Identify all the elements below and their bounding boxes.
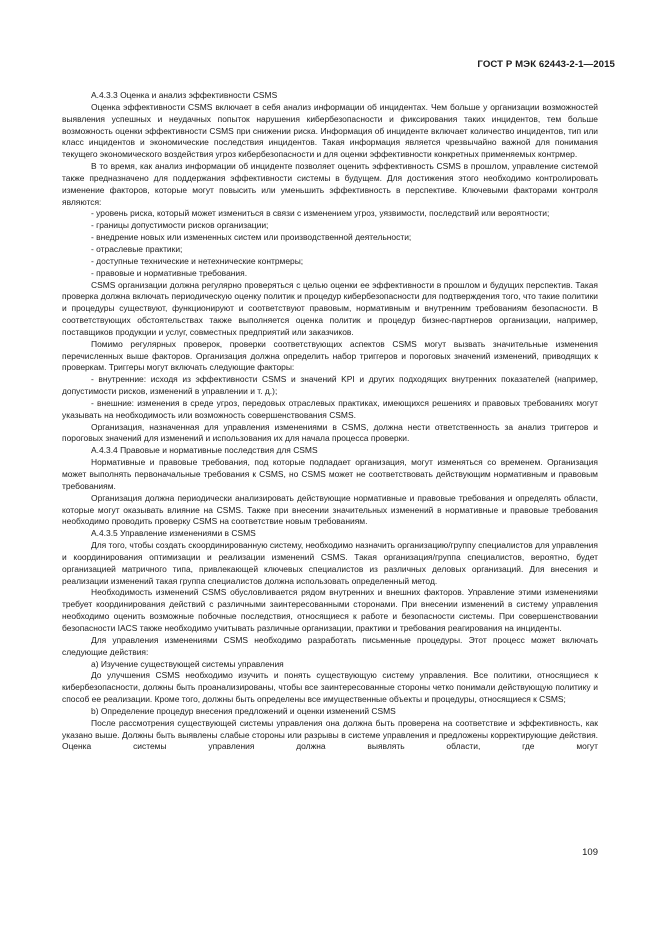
section-heading: А.4.3.5 Управление изменениями в CSMS	[91, 528, 256, 539]
paragraph: До улучшения CSMS необходимо изучить и понять существующую систему управления. Все политики, относящиеся к кибербезопасности, должны быть проанализированы, чтобы все заинтересованные стороны четко понимали действующую политику и способ ее реализации. Кроме того, должны быть определены все имущественные объекты и процедуры, относящиеся к CSMS;	[62, 670, 598, 705]
list-item: - внутренние: исходя из эффективности CSMS и значений KPI и других подходящих внутренних показателей (например, допустимости рисков, изменений в управлении и т. д.);	[62, 374, 598, 397]
page-number: 109	[582, 847, 598, 858]
section-heading: А.4.3.4 Правовые и нормативные последствия для CSMS	[91, 445, 318, 456]
paragraph: Необходимость изменений CSMS обусловливается рядом внутренних и внешних факторов. Управление этими изменениями требует координирования действий с различными заинтересованными сторонами. При внесении изменений в систему управления необходимо оценить возможные побочные последствия, относящиеся к работе и безопасности системы. При совершенствовании безопасности IACS также необходимо учитывать различные организации, практики и требования реагирования на инциденты.	[62, 587, 598, 633]
list-item: - внедрение новых или измененных систем или производственной деятельности;	[91, 232, 412, 243]
list-heading: а) Изучение существующей системы управления	[91, 658, 284, 669]
list-item: - уровень риска, который может измениться в связи с изменением угроз, уязвимости, последствий или вероятности;	[91, 208, 550, 219]
paragraph: Помимо регулярных проверок, проверки соответствующих аспектов CSMS могут вызвать значительные изменения перечисленных выше факторов. Организация должна определить набор триггеров и пороговых значений изменений, приводящих к проверкам. Триггеры могут включать следующие факторы:	[62, 338, 598, 373]
document-header: ГОСТ Р МЭК 62443-2-1—2015	[477, 59, 615, 70]
paragraph: Нормативные и правовые требования, под которые подпадает организация, могут изменяться со временем. Организация может выполнять первоначальные требования к CSMS, но CSMS может не соответствовать действующим нормативным и правовым требованиям.	[62, 457, 598, 491]
paragraph: Оценка эффективности CSMS включает в себя анализ информации об инцидентах. Чем больше у организации возможностей выявления успешных и неудачных попыток нарушения кибербезопасности и фиксирования таких инцидентов, тем больше возможность оценки эффективности CSMS при снижении риска. Информация об инциденте включает количество инцидентов, тип или класс инцидентов и экономические последствия инцидентов. Такая информация является чрезвычайно важной для понимания текущего экономического воздействия угроз кибербезопасности и для оценки эффективности конкретных применяемых контрмер.	[62, 101, 598, 160]
list-heading: b) Определение процедур внесения предложений и оценки изменений CSMS	[91, 705, 396, 716]
list-item: - доступные технические и нетехнические контрмеры;	[91, 255, 304, 266]
paragraph: Организация, назначенная для управления изменениями в CSMS, должна нести ответственность за анализ триггеров и пороговых значений для изменений и использования их для начала процесса проверки.	[62, 421, 598, 444]
paragraph: Для того, чтобы создать скоординированную систему, необходимо назначить организацию/группу специалистов для управления и координирования оптимизации и реализации изменений CSMS. Такая организация/группа специалистов, вероятно, будет организацией матричного типа, привлекающей ключевых специалистов из различных деловых организаций. Для внесения и реализации изменений такая группа специалистов должна использовать определенный метод.	[62, 540, 598, 586]
paragraph: Для управления изменениями CSMS необходимо разработать письменные процедуры. Этот процесс может включать следующие действия:	[62, 634, 598, 657]
list-item: - отраслевые практики;	[91, 243, 183, 254]
list-item: - правовые и нормативные требования.	[91, 267, 248, 278]
list-item: - внешние: изменения в среде угроз, передовых отраслевых практиках, имеющихся решениях и правовых требованиях могут указывать на необходимость или возможность совершенствования CSMS.	[62, 397, 598, 420]
list-item: - границы допустимости рисков организации;	[91, 220, 269, 231]
section-heading: А.4.3.3 Оценка и анализ эффективности CSMS	[91, 90, 278, 100]
document-body	[62, 90, 598, 753]
paragraph: CSMS организации должна регулярно проверяться с целью оценки ее эффективности в прошлом и будущих перспектив. Такая проверка должна включать периодическую оценку политик и процедур кибербезопасности для подтверждения того, что такие политики и процедуры существуют, функционируют и соответствуют правовым, нормативным и внутренним требованиям безопасности. В соответствующих обстоятельствах также выполняется оценка политик и процедур бизнес-партнеров организации, например, поставщиков продукции и услуг, совместных предприятий или заказчиков.	[62, 279, 598, 337]
paragraph: В то время, как анализ информации об инциденте позволяет оценить эффективность CSMS в прошлом, управление системой также предназначено для поддержания эффективности системы в будущем. Для достижения этого необходимо контролировать изменение факторов, которые могут повысить или уменьшить эффективность в перспективе. Ключевыми факторами контроля являются:	[62, 161, 598, 207]
paragraph: После рассмотрения существующей системы управления она должна быть проверена на соответствие и эффективность, как указано выше. Должны быть выявлены слабые стороны или разрывы в системе управления и предложены корректирующие действия. Оценка системы управления должна выявлять области, где могут	[62, 717, 598, 752]
paragraph: Организация должна периодически анализировать действующие нормативные и правовые требования и определять области, которые могут оказывать влияние на CSMS. Также при внесении значительных изменений в нормативные и правовые требования необходимо проводить проверку CSMS на соответствие новым требованиям.	[62, 492, 598, 527]
